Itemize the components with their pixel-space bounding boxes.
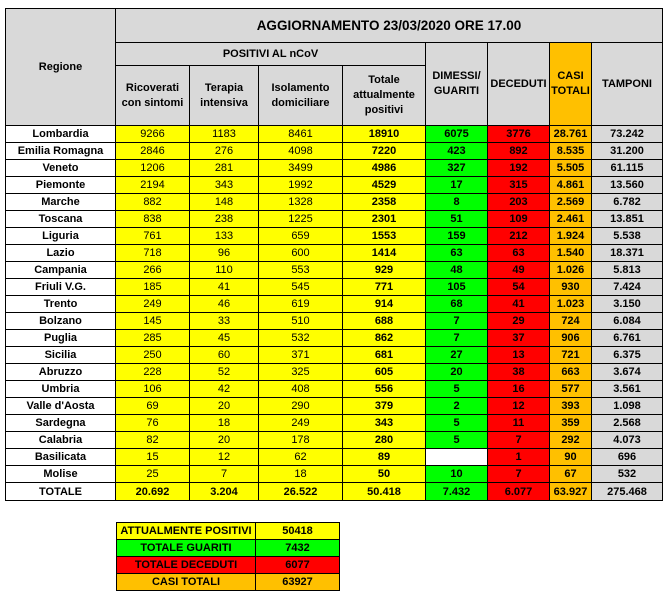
terapia-cell: 12 [190, 449, 259, 466]
deceduti-cell: 3776 [488, 126, 550, 143]
ricoverati-cell: 838 [116, 211, 190, 228]
terapia-header: Terapia intensiva [190, 66, 259, 126]
regione-cell: Marche [6, 194, 116, 211]
table-row [6, 466, 663, 483]
dimessi-cell: 51 [426, 211, 488, 228]
table-row [6, 364, 663, 381]
deceduti-cell: 109 [488, 211, 550, 228]
tamponi-cell: 18.371 [592, 245, 663, 262]
table-row [6, 211, 663, 228]
terapia-cell: 7 [190, 466, 259, 483]
terapia-cell: 110 [190, 262, 259, 279]
regione-cell: Puglia [6, 330, 116, 347]
terapia-cell: 18 [190, 415, 259, 432]
isolamento-cell: 510 [259, 313, 343, 330]
tamponi-cell: 3.561 [592, 381, 663, 398]
ricoverati-cell: 882 [116, 194, 190, 211]
total-terapia: 3.204 [190, 483, 259, 501]
summary-label: TOTALE GUARITI [117, 540, 256, 557]
total-tamponi: 275.468 [592, 483, 663, 501]
totale-positivi-cell: 862 [343, 330, 426, 347]
deceduti-cell: 41 [488, 296, 550, 313]
total-ricoverati: 20.692 [116, 483, 190, 501]
tamponi-cell: 6.761 [592, 330, 663, 347]
totale-positivi-cell: 1414 [343, 245, 426, 262]
ricoverati-cell: 249 [116, 296, 190, 313]
ricoverati-cell: 25 [116, 466, 190, 483]
summary-row-casi [117, 574, 340, 591]
tamponi-header: TAMPONI [592, 43, 663, 126]
casi-cell: 1.023 [550, 296, 592, 313]
table-row [6, 143, 663, 160]
regione-cell: Valle d'Aosta [6, 398, 116, 415]
regione-cell: Molise [6, 466, 116, 483]
isolamento-cell: 178 [259, 432, 343, 449]
ricoverati-cell: 185 [116, 279, 190, 296]
totale-positivi-header: Totale attualmente positivi [343, 66, 426, 126]
terapia-cell: 20 [190, 398, 259, 415]
deceduti-cell: 212 [488, 228, 550, 245]
total-casi: 63.927 [550, 483, 592, 501]
totale-positivi-cell: 771 [343, 279, 426, 296]
total-deceduti: 6.077 [488, 483, 550, 501]
terapia-cell: 52 [190, 364, 259, 381]
table-row [6, 279, 663, 296]
summary-label: ATTUALMENTE POSITIVI [117, 523, 256, 540]
isolamento-cell: 325 [259, 364, 343, 381]
terapia-cell: 20 [190, 432, 259, 449]
tamponi-cell: 6.782 [592, 194, 663, 211]
casi-cell: 2.569 [550, 194, 592, 211]
isolamento-cell: 545 [259, 279, 343, 296]
casi-cell: 1.924 [550, 228, 592, 245]
regione-cell: Piemonte [6, 177, 116, 194]
regione-cell: Calabria [6, 432, 116, 449]
casi-cell: 724 [550, 313, 592, 330]
dimessi-cell: 2 [426, 398, 488, 415]
tamponi-cell: 5.813 [592, 262, 663, 279]
ricoverati-cell: 2194 [116, 177, 190, 194]
ricoverati-cell: 69 [116, 398, 190, 415]
isolamento-cell: 18 [259, 466, 343, 483]
total-isolamento: 26.522 [259, 483, 343, 501]
terapia-cell: 96 [190, 245, 259, 262]
table-row [6, 126, 663, 143]
deceduti-cell: 16 [488, 381, 550, 398]
isolamento-cell: 659 [259, 228, 343, 245]
regione-cell: Lombardia [6, 126, 116, 143]
terapia-cell: 46 [190, 296, 259, 313]
dimessi-cell: 327 [426, 160, 488, 177]
total-dimessi: 7.432 [426, 483, 488, 501]
totale-positivi-cell: 681 [343, 347, 426, 364]
regione-cell: Sardegna [6, 415, 116, 432]
deceduti-cell: 203 [488, 194, 550, 211]
tamponi-cell: 31.200 [592, 143, 663, 160]
isolamento-cell: 1328 [259, 194, 343, 211]
terapia-cell: 41 [190, 279, 259, 296]
totale-positivi-cell: 2301 [343, 211, 426, 228]
ricoverati-cell: 250 [116, 347, 190, 364]
terapia-cell: 1183 [190, 126, 259, 143]
deceduti-cell: 13 [488, 347, 550, 364]
regione-cell: Lazio [6, 245, 116, 262]
terapia-cell: 281 [190, 160, 259, 177]
total-positivi: 50.418 [343, 483, 426, 501]
casi-cell: 1.540 [550, 245, 592, 262]
dimessi-cell: 7 [426, 313, 488, 330]
isolamento-cell: 371 [259, 347, 343, 364]
ricoverati-cell: 2846 [116, 143, 190, 160]
tamponi-cell: 6.084 [592, 313, 663, 330]
casi-cell: 721 [550, 347, 592, 364]
tamponi-cell: 3.674 [592, 364, 663, 381]
positivi-group-header: POSITIVI AL nCoV [116, 43, 426, 66]
dimessi-cell: 159 [426, 228, 488, 245]
deceduti-cell: 37 [488, 330, 550, 347]
ricoverati-cell: 1206 [116, 160, 190, 177]
totale-positivi-cell: 4529 [343, 177, 426, 194]
totals-label: TOTALE [6, 483, 116, 501]
update-title: AGGIORNAMENTO 23/03/2020 ORE 17.00 [116, 9, 663, 43]
table-row [6, 177, 663, 194]
summary-label: TOTALE DECEDUTI [117, 557, 256, 574]
tamponi-cell: 13.851 [592, 211, 663, 228]
tamponi-cell: 6.375 [592, 347, 663, 364]
totale-positivi-cell: 89 [343, 449, 426, 466]
terapia-cell: 42 [190, 381, 259, 398]
table-row [6, 296, 663, 313]
regione-cell: Abruzzo [6, 364, 116, 381]
dimessi-header: DIMESSI/ GUARITI [426, 43, 488, 126]
casi-cell: 8.535 [550, 143, 592, 160]
isolamento-cell: 1992 [259, 177, 343, 194]
ricoverati-cell: 106 [116, 381, 190, 398]
dimessi-cell: 5 [426, 415, 488, 432]
isolamento-cell: 619 [259, 296, 343, 313]
terapia-cell: 45 [190, 330, 259, 347]
ricoverati-cell: 145 [116, 313, 190, 330]
totale-positivi-cell: 343 [343, 415, 426, 432]
summary-row-deceduti [117, 557, 340, 574]
dimessi-cell: 5 [426, 432, 488, 449]
totals-row [6, 483, 663, 501]
terapia-cell: 343 [190, 177, 259, 194]
totale-positivi-cell: 4986 [343, 160, 426, 177]
ricoverati-cell: 718 [116, 245, 190, 262]
summary-row-guariti [117, 540, 340, 557]
table-row [6, 245, 663, 262]
terapia-cell: 133 [190, 228, 259, 245]
regione-cell: Veneto [6, 160, 116, 177]
deceduti-cell: 7 [488, 466, 550, 483]
ricoverati-cell: 285 [116, 330, 190, 347]
casi-cell: 2.461 [550, 211, 592, 228]
table-row [6, 262, 663, 279]
totale-positivi-cell: 556 [343, 381, 426, 398]
totale-positivi-cell: 605 [343, 364, 426, 381]
terapia-cell: 238 [190, 211, 259, 228]
casi-cell: 663 [550, 364, 592, 381]
table-row [6, 347, 663, 364]
dimessi-cell: 105 [426, 279, 488, 296]
regione-cell: Liguria [6, 228, 116, 245]
terapia-cell: 33 [190, 313, 259, 330]
dimessi-cell: 20 [426, 364, 488, 381]
summary-value: 6077 [256, 557, 340, 574]
table-row [6, 432, 663, 449]
casi-cell: 359 [550, 415, 592, 432]
tamponi-cell: 13.560 [592, 177, 663, 194]
dimessi-cell: 27 [426, 347, 488, 364]
tamponi-cell: 696 [592, 449, 663, 466]
casi-cell: 1.026 [550, 262, 592, 279]
regione-cell: Bolzano [6, 313, 116, 330]
terapia-cell: 60 [190, 347, 259, 364]
deceduti-cell: 892 [488, 143, 550, 160]
deceduti-cell: 315 [488, 177, 550, 194]
terapia-cell: 148 [190, 194, 259, 211]
terapia-cell: 276 [190, 143, 259, 160]
deceduti-cell: 7 [488, 432, 550, 449]
dimessi-cell: 63 [426, 245, 488, 262]
isolamento-cell: 62 [259, 449, 343, 466]
dimessi-cell: 6075 [426, 126, 488, 143]
isolamento-cell: 600 [259, 245, 343, 262]
totale-positivi-cell: 929 [343, 262, 426, 279]
deceduti-cell: 38 [488, 364, 550, 381]
dimessi-cell: 423 [426, 143, 488, 160]
totale-positivi-cell: 688 [343, 313, 426, 330]
summary-row-positivi [117, 523, 340, 540]
regione-cell: Trento [6, 296, 116, 313]
isolamento-cell: 290 [259, 398, 343, 415]
isolamento-cell: 3499 [259, 160, 343, 177]
casi-cell: 577 [550, 381, 592, 398]
deceduti-header: DECEDUTI [488, 43, 550, 126]
dimessi-cell: 48 [426, 262, 488, 279]
isolamento-cell: 532 [259, 330, 343, 347]
dimessi-cell: 10 [426, 466, 488, 483]
totale-positivi-cell: 2358 [343, 194, 426, 211]
table-row [6, 160, 663, 177]
tamponi-cell: 73.242 [592, 126, 663, 143]
dimessi-cell [426, 449, 488, 466]
tamponi-cell: 5.538 [592, 228, 663, 245]
summary-value: 50418 [256, 523, 340, 540]
casi-cell: 28.761 [550, 126, 592, 143]
isolamento-cell: 8461 [259, 126, 343, 143]
dimessi-cell: 5 [426, 381, 488, 398]
deceduti-cell: 29 [488, 313, 550, 330]
casi-cell: 67 [550, 466, 592, 483]
casi-cell: 906 [550, 330, 592, 347]
deceduti-cell: 192 [488, 160, 550, 177]
dimessi-cell: 8 [426, 194, 488, 211]
regione-cell: Emilia Romagna [6, 143, 116, 160]
casi-cell: 292 [550, 432, 592, 449]
summary-label: CASI TOTALI [117, 574, 256, 591]
regione-cell: Umbria [6, 381, 116, 398]
totale-positivi-cell: 7220 [343, 143, 426, 160]
dimessi-cell: 17 [426, 177, 488, 194]
tamponi-cell: 61.115 [592, 160, 663, 177]
casi-cell: 393 [550, 398, 592, 415]
table-body [6, 126, 663, 483]
casi-cell: 5.505 [550, 160, 592, 177]
isolamento-cell: 249 [259, 415, 343, 432]
ricoverati-cell: 15 [116, 449, 190, 466]
tamponi-cell: 532 [592, 466, 663, 483]
deceduti-cell: 1 [488, 449, 550, 466]
deceduti-cell: 12 [488, 398, 550, 415]
isolamento-cell: 4098 [259, 143, 343, 160]
table-row [6, 313, 663, 330]
deceduti-cell: 54 [488, 279, 550, 296]
table-row [6, 194, 663, 211]
table-row [6, 330, 663, 347]
dimessi-cell: 7 [426, 330, 488, 347]
regional-covid-table [5, 8, 663, 501]
table-row [6, 415, 663, 432]
deceduti-cell: 63 [488, 245, 550, 262]
regione-cell: Toscana [6, 211, 116, 228]
casi-cell: 4.861 [550, 177, 592, 194]
totale-positivi-cell: 379 [343, 398, 426, 415]
totale-positivi-cell: 1553 [343, 228, 426, 245]
isolamento-cell: 408 [259, 381, 343, 398]
tamponi-cell: 3.150 [592, 296, 663, 313]
isolamento-cell: 553 [259, 262, 343, 279]
ricoverati-cell: 228 [116, 364, 190, 381]
summary-table [116, 522, 340, 591]
summary-value: 7432 [256, 540, 340, 557]
summary-value: 63927 [256, 574, 340, 591]
regione-cell: Sicilia [6, 347, 116, 364]
tamponi-cell: 7.424 [592, 279, 663, 296]
ricoverati-header: Ricoverati con sintomi [116, 66, 190, 126]
isolamento-cell: 1225 [259, 211, 343, 228]
table-row [6, 228, 663, 245]
ricoverati-cell: 9266 [116, 126, 190, 143]
table-row [6, 381, 663, 398]
regione-cell: Basilicata [6, 449, 116, 466]
regione-header: Regione [6, 9, 116, 126]
dimessi-cell: 68 [426, 296, 488, 313]
totale-positivi-cell: 18910 [343, 126, 426, 143]
regione-cell: Friuli V.G. [6, 279, 116, 296]
totale-positivi-cell: 280 [343, 432, 426, 449]
deceduti-cell: 11 [488, 415, 550, 432]
casi-header: CASI TOTALI [550, 43, 592, 126]
ricoverati-cell: 76 [116, 415, 190, 432]
table-row [6, 398, 663, 415]
casi-cell: 90 [550, 449, 592, 466]
ricoverati-cell: 761 [116, 228, 190, 245]
ricoverati-cell: 266 [116, 262, 190, 279]
regione-cell: Campania [6, 262, 116, 279]
tamponi-cell: 2.568 [592, 415, 663, 432]
ricoverati-cell: 82 [116, 432, 190, 449]
deceduti-cell: 49 [488, 262, 550, 279]
tamponi-cell: 1.098 [592, 398, 663, 415]
table-row [6, 449, 663, 466]
totale-positivi-cell: 914 [343, 296, 426, 313]
isolamento-header: Isolamento domiciliare [259, 66, 343, 126]
casi-cell: 930 [550, 279, 592, 296]
totale-positivi-cell: 50 [343, 466, 426, 483]
tamponi-cell: 4.073 [592, 432, 663, 449]
